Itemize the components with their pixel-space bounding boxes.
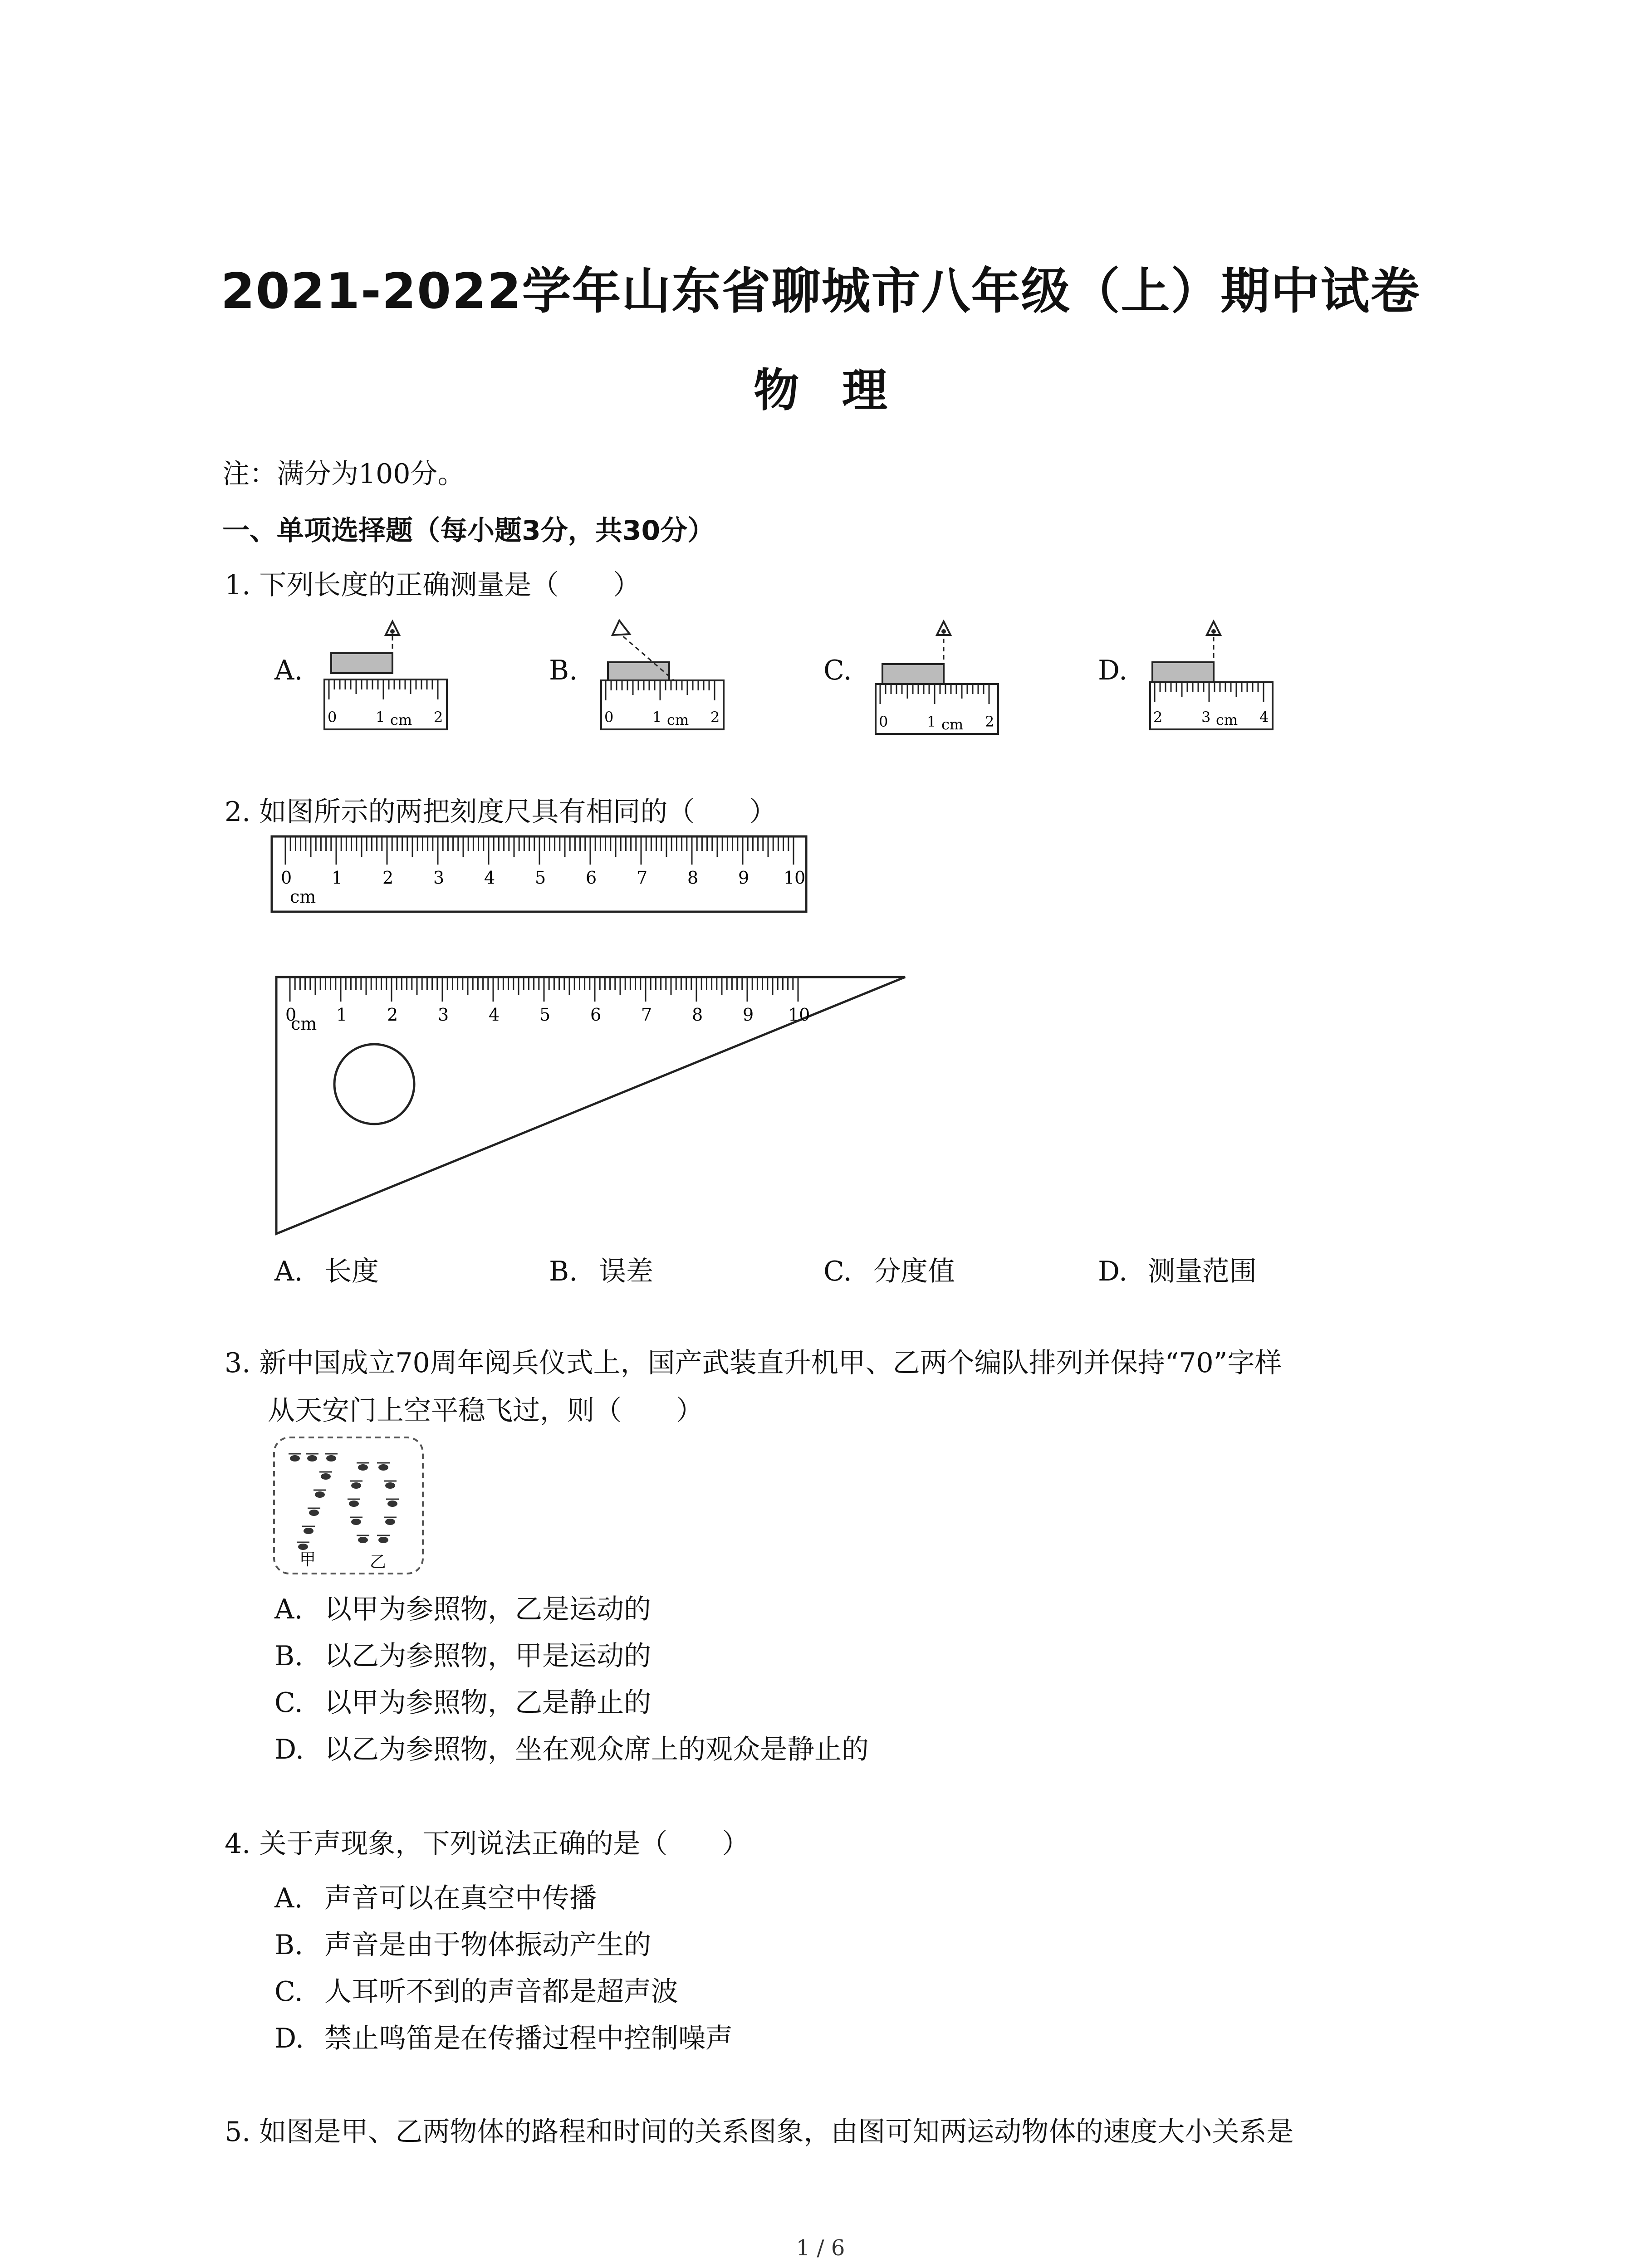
q2-option-a xyxy=(274,1250,379,1289)
ruler-number: 6 xyxy=(590,1005,602,1025)
q1-ruler-figure-b xyxy=(594,617,730,735)
q1-ruler-figure-d xyxy=(1143,617,1279,735)
q3-option-c-label: C. xyxy=(274,1687,303,1719)
q2-option-d-label: D. xyxy=(1098,1256,1128,1287)
q4-stem: 4. 关于声现象，下列说法正确的是（ ） xyxy=(225,1828,749,1860)
subject-title: 物 理 xyxy=(754,364,887,417)
exam-title: 2021-2022学年山东省聊城市八年级（上）期中试卷 xyxy=(220,263,1421,320)
ruler-number: 5 xyxy=(539,1005,551,1025)
q2-option-a-text: 长度 xyxy=(324,1256,379,1287)
q2-option-d-text: 测量范围 xyxy=(1148,1256,1257,1287)
q2-option-c xyxy=(823,1250,955,1289)
q4-option-d xyxy=(274,2017,733,2056)
ruler-number: 7 xyxy=(641,1005,652,1025)
q4-option-c xyxy=(274,1970,678,2009)
q1c-tick-1: 1 xyxy=(927,713,936,730)
page-number: 1 / 6 xyxy=(796,2235,845,2261)
q1a-tick-1: 1 xyxy=(376,709,385,726)
q1-option-d-label: D. xyxy=(1098,655,1128,686)
q3-option-c xyxy=(274,1681,651,1720)
ruler-number: 1 xyxy=(332,868,343,888)
ruler-number: 10 xyxy=(788,1005,810,1025)
q4-option-b xyxy=(274,1923,651,1962)
q4-option-d-text: 禁止鸣笛是在传播过程中控制噪声 xyxy=(324,2023,733,2054)
q3-formation-figure xyxy=(272,1436,426,1576)
q5-stem: 5. 如图是甲、乙两物体的路程和时间的关系图象，由图可知两运动物体的速度大小关系是 xyxy=(225,2116,1294,2148)
q4-option-c-text: 人耳听不到的声音都是超声波 xyxy=(324,1976,678,2008)
q2-option-b-label: B. xyxy=(549,1256,578,1287)
q1c-tick-2: 2 xyxy=(985,713,994,730)
ruler-number: 5 xyxy=(535,868,546,888)
ruler-number: 10 xyxy=(784,868,806,888)
q1d-tick-unit: cm xyxy=(1216,711,1238,728)
q1d-tick-1: 3 xyxy=(1201,709,1211,726)
section-heading: 一、单项选择题（每小题3分，共30分） xyxy=(222,515,715,547)
q4-option-b-text: 声音是由于物体振动产生的 xyxy=(324,1929,651,1961)
ruler-number: 0 xyxy=(281,868,292,888)
q1a-tick-unit: cm xyxy=(390,711,412,728)
q1b-tick-2: 2 xyxy=(710,709,720,726)
q2-option-b-text: 误差 xyxy=(599,1256,653,1287)
q3-stem-line2: 从天安门上空平稳飞过，则（ ） xyxy=(268,1395,703,1427)
q3-option-a xyxy=(274,1588,651,1627)
q4-option-b-label: B. xyxy=(274,1929,304,1961)
q3-label-yi: 乙 xyxy=(370,1553,387,1571)
ruler-number: 3 xyxy=(433,868,445,888)
ruler-number: 9 xyxy=(743,1005,754,1025)
q2-option-c-label: C. xyxy=(823,1256,852,1287)
q3-option-a-label: A. xyxy=(274,1593,303,1625)
ruler-number: 0 xyxy=(285,1005,297,1025)
q2-ruler1-unit: cm xyxy=(290,887,316,907)
q3-stem-line1: 3. 新中国成立70周年阅兵仪式上，国产武装直升机甲、乙两个编队排列并保持“70”字样 xyxy=(225,1347,1282,1379)
q1b-tick-0: 0 xyxy=(604,709,614,726)
q1-option-a-label: A. xyxy=(274,655,303,686)
ruler-number: 8 xyxy=(692,1005,703,1025)
q2-ruler2-unit: cm xyxy=(291,1014,317,1034)
q1d-tick-0: 2 xyxy=(1153,709,1163,726)
q3-option-b-text: 以乙为参照物，甲是运动的 xyxy=(324,1640,651,1672)
q4-option-d-label: D. xyxy=(274,2023,304,2054)
ruler-number: 3 xyxy=(438,1005,449,1025)
q1b-tick-unit: cm xyxy=(667,711,689,728)
ruler-number: 1 xyxy=(336,1005,348,1025)
q4-option-a-label: A. xyxy=(274,1882,303,1914)
q2-option-a-label: A. xyxy=(274,1256,303,1287)
q1c-tick-unit: cm xyxy=(941,716,964,733)
q2-stem: 2. 如图所示的两把刻度尺具有相同的（ ） xyxy=(225,796,777,828)
q4-option-a-text: 声音可以在真空中传播 xyxy=(324,1882,597,1914)
ruler-number: 9 xyxy=(738,868,749,888)
ruler-number: 8 xyxy=(687,868,699,888)
q3-option-a-text: 以甲为参照物，乙是运动的 xyxy=(324,1593,651,1625)
score-note: 注：满分为100分。 xyxy=(222,458,465,490)
q2-triangle-ruler xyxy=(274,975,910,1238)
q3-label-jia: 甲 xyxy=(299,1550,316,1569)
q3-option-d xyxy=(274,1728,869,1767)
ruler-number: 7 xyxy=(637,868,648,888)
q1-option-c-label: C. xyxy=(823,655,852,686)
q1b-tick-1: 1 xyxy=(652,709,662,726)
q1d-tick-2: 4 xyxy=(1259,709,1269,726)
ruler-number: 4 xyxy=(489,1005,500,1025)
ruler-number: 4 xyxy=(484,868,495,888)
q2-straight-ruler xyxy=(270,835,810,916)
q3-option-c-text: 以甲为参照物，乙是静止的 xyxy=(324,1687,651,1719)
q4-option-c-label: C. xyxy=(274,1976,303,2008)
q1-stem: 1. 下列长度的正确测量是（ ） xyxy=(225,569,641,601)
q3-option-d-label: D. xyxy=(274,1734,304,1765)
ruler-number: 2 xyxy=(387,1005,398,1025)
ruler-number: 6 xyxy=(586,868,597,888)
ruler-number: 2 xyxy=(382,868,394,888)
q2-option-b xyxy=(549,1250,653,1289)
q1a-tick-2: 2 xyxy=(434,709,443,726)
q3-option-d-text: 以乙为参照物，坐在观众席上的观众是静止的 xyxy=(324,1734,869,1765)
q2-option-d xyxy=(1098,1250,1257,1289)
q3-option-b xyxy=(274,1634,651,1673)
q1a-tick-0: 0 xyxy=(328,709,337,726)
q4-option-a xyxy=(274,1877,597,1916)
q1-option-b-label: B. xyxy=(549,655,578,686)
q1c-tick-0: 0 xyxy=(879,713,888,730)
q2-option-c-text: 分度值 xyxy=(873,1256,955,1287)
q3-option-b-label: B. xyxy=(274,1640,304,1672)
q1-ruler-figure-c xyxy=(869,617,1005,739)
q1-ruler-figure-a xyxy=(318,617,454,735)
